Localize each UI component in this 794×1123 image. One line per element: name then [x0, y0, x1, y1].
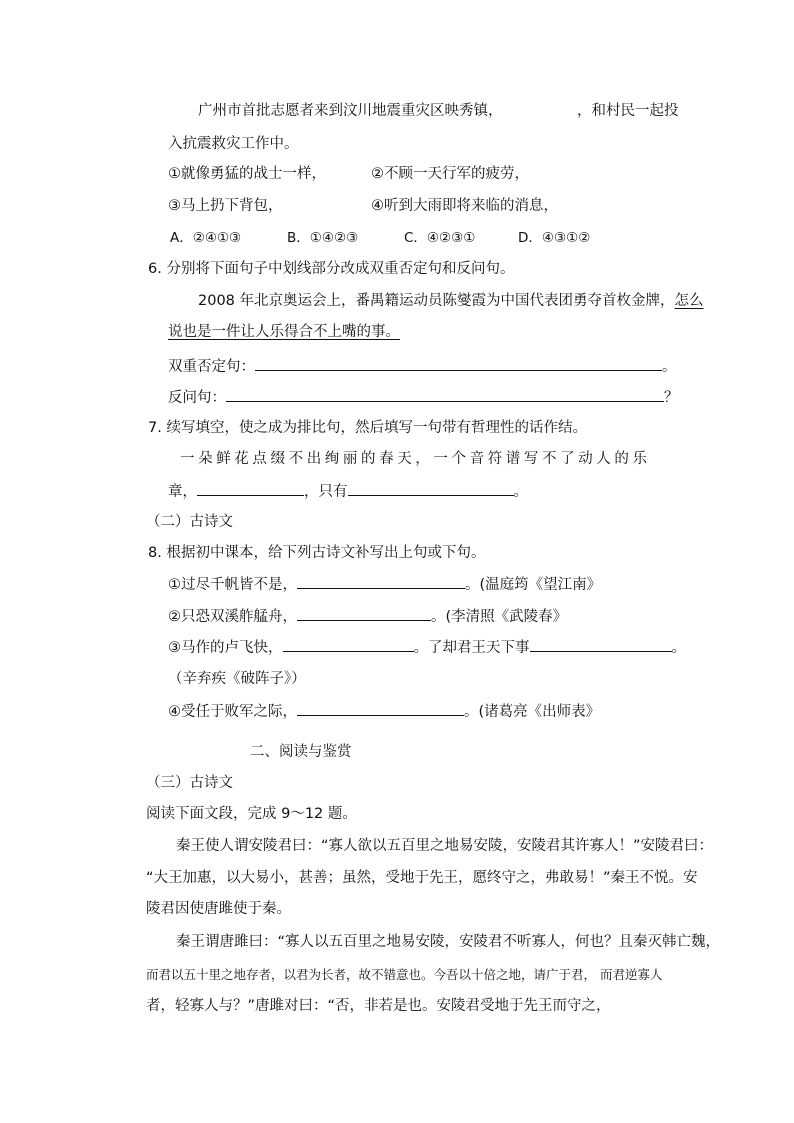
q8-item-1 — [168, 574, 601, 595]
q8-item-1-source: 。(温庭筠《望江南》 — [465, 577, 602, 593]
q8-item-1-blank[interactable] — [297, 574, 465, 589]
q8-item-4-source: 。(诸葛亮《出师表》 — [464, 704, 601, 720]
section-3-title: （三）古诗文 — [146, 775, 233, 791]
section-3-intro: 阅读下面文段，完成 9～12 题。 — [146, 806, 357, 822]
q6-double-negative-blank[interactable] — [255, 356, 662, 371]
q5-item-4: ④听到大雨即将来临的消息， — [371, 198, 558, 214]
q5-item-2: ②不顾一天行军的疲劳， — [371, 166, 529, 182]
q7-line2-mid: ，只有 — [304, 484, 348, 500]
passage-p1-line2: “大王加惠，以大易小，甚善；虽然，受地于先王，愿终守之，弗敢易！”秦王不悦。安 — [146, 870, 698, 886]
q8-item-2 — [168, 606, 567, 627]
q7-blank-1[interactable] — [197, 481, 304, 496]
q6-rhetorical-label: 反问句： — [168, 390, 226, 406]
q5-option-a: A．②④①③ — [170, 230, 242, 246]
q6-rhetorical-blank[interactable] — [226, 387, 664, 402]
q8-item-3-mid: 。了却君王天下事 — [413, 640, 530, 656]
q8-title: 8. 根据初中课本，给下列古诗文补写出上句或下句。 — [148, 545, 486, 561]
q6-sentence-pre: 2008 年北京奥运会上，番禺籍运动员陈燮霞为中国代表团勇夺首枚金牌， — [198, 293, 675, 309]
passage-p2-line1: 秦王谓唐雎曰：“寡人以五百里之地易安陵，安陵君不听寡人，何也？且秦灭韩亡魏， — [176, 934, 721, 950]
q8-item-4 — [168, 701, 600, 722]
q8-item-4-blank[interactable] — [297, 701, 464, 716]
q8-item-3-blank-2[interactable] — [530, 637, 672, 652]
passage-p2-line2: 而君以五十里之地存者，以君为长者，故不错意也。今吾以十倍之地，请广于君， 而君逆寡人 — [146, 967, 663, 982]
q7-line2-end: 。 — [513, 484, 528, 500]
q8-item-2-blank[interactable] — [297, 606, 431, 621]
q6-rhetorical-end: ？ — [664, 390, 679, 406]
q7-blank-2[interactable] — [348, 481, 514, 496]
q5-option-b: B．①④②③ — [287, 230, 359, 246]
q7-line2 — [168, 481, 528, 502]
q6-rhetorical-row — [168, 387, 679, 408]
q6-title: 6. 分别将下面句子中划线部分改成双重否定句和反问句。 — [148, 261, 515, 277]
q6-sentence-underlined-2: 说也是一件让人乐得合不上嘴的事。 — [168, 324, 400, 340]
section-2-title: （二）古诗文 — [146, 514, 233, 530]
q8-item-1-pre: ①过尽千帆皆不是， — [168, 577, 297, 593]
q5-stem-line2: 入抗震救灾工作中。 — [168, 136, 299, 152]
q6-sentence-underlined-1: 怎么 — [674, 293, 704, 309]
q6-sentence-line2 — [168, 322, 400, 342]
q8-item-3-pre: ③马作的卢飞快， — [168, 640, 283, 656]
q5-stem-pre: 广州市首批志愿者来到汶川地震重灾区映秀镇， — [198, 103, 503, 119]
passage-p2-line3: 者，轻寡人与？”唐雎对曰：“否，非若是也。安陵君受地于先王而守之， — [146, 998, 611, 1014]
q6-double-negative-end: 。 — [662, 359, 677, 375]
q6-sentence-line1 — [198, 291, 704, 311]
q6-double-negative-row — [168, 356, 677, 377]
q8-item-2-source: 。(李清照《武陵春》 — [431, 609, 568, 625]
q8-item-4-pre: ④受任于败军之际， — [168, 704, 297, 720]
q7-line1: 一朵鲜花点缀不出绚丽的春天，一个音符谱写不了动人的乐 — [180, 451, 651, 467]
q7-line2-pre: 章， — [168, 484, 197, 500]
q5-item-3: ③马上扔下背包， — [168, 198, 283, 214]
q8-item-2-pre: ②只恐双溪舴艋舟， — [168, 609, 297, 625]
part-2-title: 二、阅读与鉴赏 — [250, 744, 352, 760]
q8-item-3-blank-1[interactable] — [283, 637, 414, 652]
passage-p1-line3: 陵君因使唐雎使于秦。 — [146, 901, 291, 917]
q7-title: 7. 续写填空，使之成为排比句，然后填写一句带有哲理性的话作结。 — [148, 420, 587, 436]
q6-double-negative-label: 双重否定句： — [168, 359, 255, 375]
q5-stem-line1 — [198, 101, 503, 121]
q5-option-c: C．④②③① — [404, 230, 476, 246]
q8-item-3 — [168, 637, 686, 658]
q8-item-3-source: （辛弃疾《破阵子》） — [168, 671, 306, 687]
q5-item-1: ①就像勇猛的战士一样， — [168, 166, 326, 182]
q5-stem-post: ，和村民一起投 — [577, 103, 679, 119]
passage-p1-line1: 秦王使人谓安陵君曰：“寡人欲以五百里之地易安陵，安陵君其许寡人！”安陵君曰： — [176, 838, 714, 854]
q5-option-d: D．④③①② — [518, 230, 591, 246]
q8-item-3-end: 。 — [671, 640, 686, 656]
